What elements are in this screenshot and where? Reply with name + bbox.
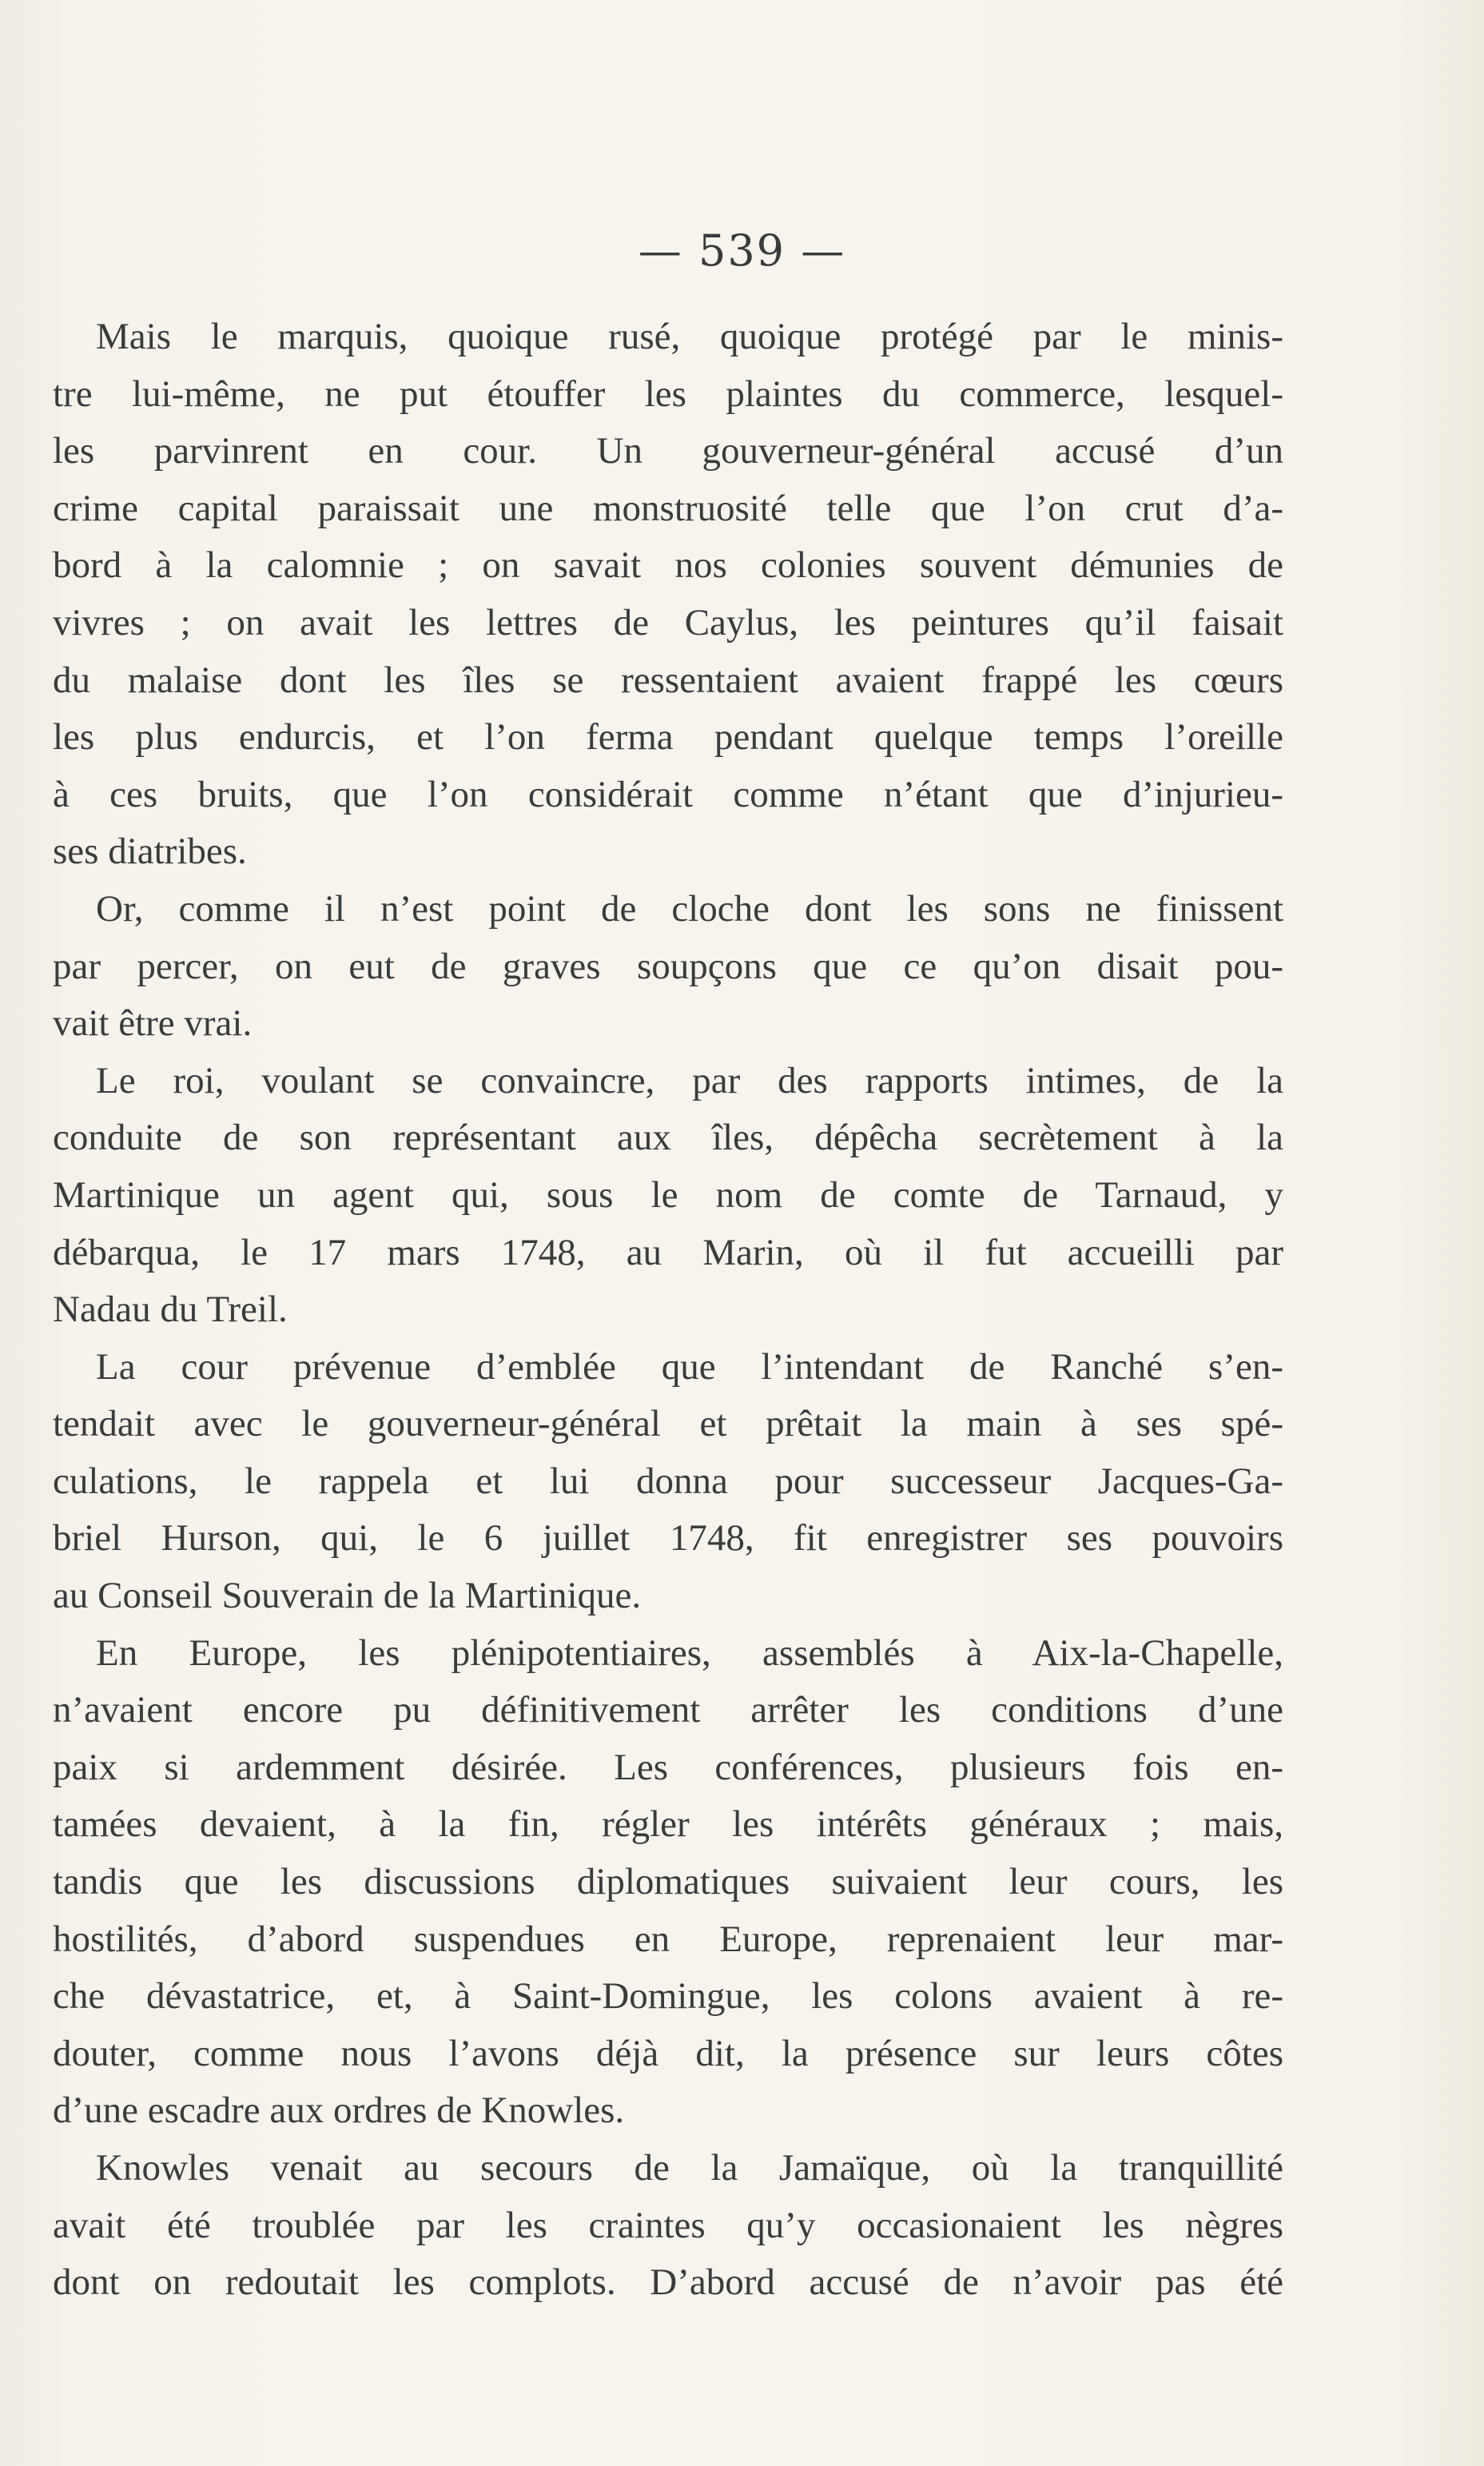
text-line: avait été troublée par les craintes qu’y occasionaient les nègres [53, 2204, 1283, 2246]
text-line: Martinique un agent qui, sous le nom de comte de Tarnaud, y [53, 1173, 1283, 1216]
text-line: à ces bruits, que l’on considérait comme n’étant que d’injurieu- [53, 773, 1283, 815]
text-line: Or, comme il n’est point de cloche dont les sons ne finissent [96, 887, 1283, 930]
text-line: Nadau du Treil. [53, 1289, 288, 1331]
text-line: culations, le rappela et lui donna pour successeur Jacques-Ga- [53, 1460, 1283, 1502]
text-line: du malaise dont les îles se ressentaient avaient frappé les cœurs [53, 659, 1283, 701]
page-number: — 539 — [638, 225, 846, 276]
text-line: vait être vrai. [53, 1002, 253, 1045]
text-line: Knowles venait au secours de la Jamaïque, où la tranquillité [96, 2147, 1283, 2189]
text-line: dont on redoutait les complots. D’abord accusé de n’avoir pas été [53, 2261, 1283, 2304]
text-line: par percer, on eut de graves soupçons que ce qu’on disait pou- [53, 945, 1283, 987]
text-line: briel Hurson, qui, le 6 juillet 1748, fit enregistrer ses pouvoirs [53, 1517, 1283, 1560]
text-line: crime capital paraissait une monstruosité telle que l’on crut d’a- [53, 487, 1283, 529]
text-line: tendait avec le gouverneur-général et prêtait la main à ses spé- [53, 1403, 1283, 1445]
text-line: che dévastatrice, et, à Saint-Domingue, les colons avaient à re- [53, 1975, 1283, 2018]
body-text [53, 309, 1283, 2312]
text-line: En Europe, les plénipotentiaires, assemblés à Aix-la-Chapelle, [96, 1631, 1283, 1674]
text-line: hostilités, d’abord suspendues en Europe, reprenaient leur mar- [53, 1918, 1283, 1960]
text-line: ses diatribes. [53, 831, 247, 873]
text-line: tandis que les discussions diplomatiques suivaient leur cours, les [53, 1861, 1283, 1903]
text-line: bord à la calomnie ; on savait nos colonies souvent démunies de [53, 544, 1283, 587]
text-line: les plus endurcis, et l’on ferma pendant quelque temps l’oreille [53, 716, 1283, 759]
text-line: tamées devaient, à la fin, régler les intérêts généraux ; mais, [53, 1803, 1283, 1846]
text-line: tre lui-même, ne put étouffer les plaintes du commerce, lesquel- [53, 372, 1283, 415]
text-line: douter, comme nous l’avons déjà dit, la présence sur leurs côtes [53, 2032, 1283, 2074]
text-line: Mais le marquis, quoique rusé, quoique protégé par le minis- [96, 316, 1283, 357]
text-line: La cour prévenue d’emblée que l’intendant de Ranché s’en- [96, 1345, 1283, 1388]
text-line: vivres ; on avait les lettres de Caylus, les peintures qu’il faisait [53, 601, 1283, 643]
text-line: n’avaient encore pu définitivement arrêter les conditions d’une [53, 1689, 1283, 1731]
text-line: d’une escadre aux ordres de Knowles. [53, 2090, 625, 2132]
text-line: Le roi, voulant se convaincre, par des rapports intimes, de la [96, 1059, 1283, 1102]
text-line: débarqua, le 17 mars 1748, au Marin, où il fut accueilli par [53, 1231, 1283, 1273]
text-line: les parvinrent en cour. Un gouverneur-général accusé d’un [53, 430, 1283, 472]
text-line: conduite de son représentant aux îles, dépêcha secrètement à la [53, 1117, 1283, 1159]
text-line: au Conseil Souverain de la Martinique. [53, 1575, 642, 1617]
text-line: paix si ardemment désirée. Les conférences, plusieurs fois en- [53, 1746, 1283, 1788]
